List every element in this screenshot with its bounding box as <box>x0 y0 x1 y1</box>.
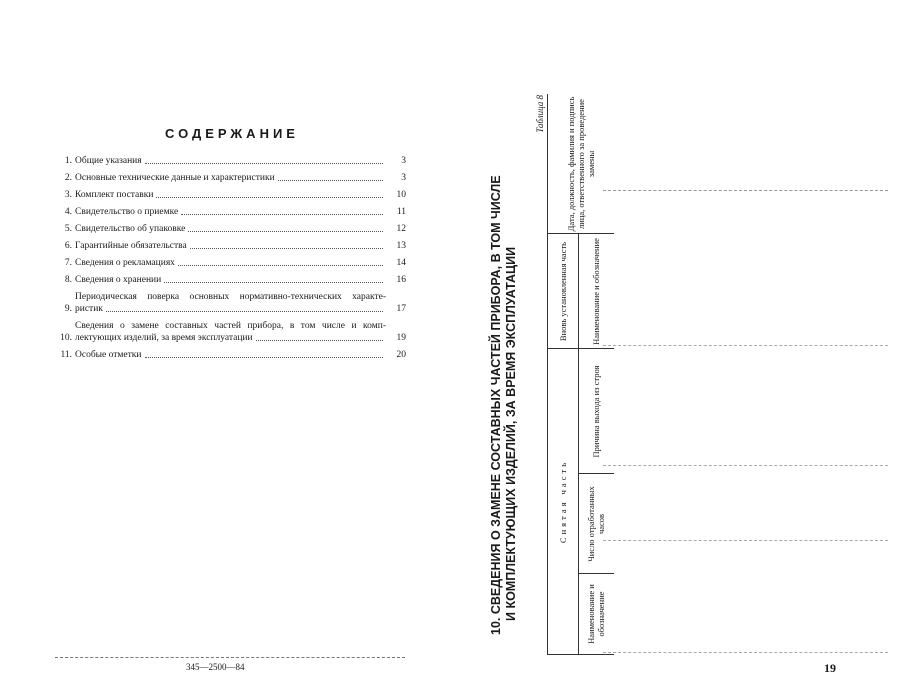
toc-item-label-continued: лектующих изделий, за время эксплуатации <box>75 333 253 343</box>
toc-item[interactable] <box>56 291 406 315</box>
table-rule <box>603 652 888 653</box>
page-number: 19 <box>824 661 836 675</box>
toc-item[interactable] <box>56 240 406 252</box>
toc-item[interactable] <box>56 223 406 235</box>
toc-item-label: Сведения о рекламациях <box>75 258 175 268</box>
replacement-section <box>485 95 615 655</box>
toc-item-number: 5. <box>64 224 72 234</box>
column-divider <box>548 233 614 234</box>
toc-item-label-continued: ристик <box>75 304 103 314</box>
toc-item-number: 9. <box>64 304 72 314</box>
toc-item-label: Свидетельство о приемке <box>75 207 179 217</box>
header-name-installed: Наименование и обозначение <box>591 238 601 345</box>
toc-item-number: 8. <box>64 275 72 285</box>
header-hours: Число отработанных часов <box>586 486 606 562</box>
toc-item-number: 11. <box>60 350 72 360</box>
toc-item-page: 19 <box>396 333 406 343</box>
toc-list <box>56 155 406 361</box>
toc-item-label: Сведения о замене составных частей прибора, в том числе и комп- <box>75 321 386 331</box>
toc-item-page: 20 <box>396 350 406 360</box>
header-signature: Дата, должность, фамилия и подпись лица, ответственного за проведение замены <box>566 96 596 232</box>
header-reason: Причина выхода из строя <box>591 365 601 458</box>
toc-item-number: 6. <box>64 241 72 251</box>
column-divider <box>578 473 614 474</box>
column-divider <box>578 573 614 574</box>
toc-item-label: Сведения о хранении <box>75 275 162 285</box>
toc-title: СОДЕРЖАНИЕ <box>165 126 299 141</box>
toc-item-label: Особые отметки <box>75 350 142 360</box>
toc-item-number: 10. <box>60 333 72 343</box>
toc-item-page: 3 <box>401 156 406 166</box>
footer-print-code: 345—2500—84 <box>186 662 245 672</box>
toc-item-label: Общие указания <box>75 156 142 166</box>
toc-item-page: 10 <box>396 190 406 200</box>
toc-item[interactable] <box>56 206 406 218</box>
table-rule <box>603 345 888 346</box>
section-title <box>489 115 519 635</box>
toc-item-page: 14 <box>396 258 406 268</box>
section-title-line: И КОМПЛЕКТУЮЩИХ ИЗДЕЛИЙ, ЗА ВРЕМЯ ЭКСПЛУАТАЦИИ <box>504 246 518 621</box>
toc-item-page: 12 <box>396 224 406 234</box>
header-removed-part: Снятая часть <box>558 459 568 544</box>
header-installed-part: Вновь установленная часть <box>558 241 568 342</box>
toc-item[interactable] <box>56 172 406 184</box>
toc-item-label: Свидетельство об упаковке <box>75 224 186 234</box>
table-rule <box>603 465 888 466</box>
toc-item[interactable] <box>56 320 406 344</box>
toc-item-page: 13 <box>396 241 406 251</box>
toc-item-page: 16 <box>396 275 406 285</box>
table-rule <box>603 540 888 541</box>
table-rule <box>603 190 888 191</box>
toc-item-number: 4. <box>64 207 72 217</box>
toc-item[interactable] <box>56 349 406 361</box>
table-caption: Таблица 8 <box>535 95 545 133</box>
column-divider <box>548 348 614 349</box>
toc-item-label: Основные технические данные и характеристики <box>75 173 275 183</box>
replacement-table <box>547 94 614 655</box>
toc-item-number: 7. <box>64 258 72 268</box>
toc-item-label: Комплект поставки <box>75 190 154 200</box>
toc-item-label: Гарантийные обязательства <box>75 241 187 251</box>
toc-item-label: Периодическая поверка основных нормативно-технических характе- <box>75 292 386 302</box>
toc-item-number: 3. <box>64 190 72 200</box>
toc-item[interactable] <box>56 257 406 269</box>
header-name-removed: Наименование и обозначение <box>586 584 606 644</box>
toc-item-page: 11 <box>396 207 406 217</box>
toc-item[interactable] <box>56 155 406 167</box>
toc-item-page: 17 <box>396 304 406 314</box>
toc-item[interactable] <box>56 189 406 201</box>
toc-item-number: 1. <box>64 156 72 166</box>
toc-item-number: 2. <box>64 173 72 183</box>
toc-item-page: 3 <box>401 173 406 183</box>
toc-item[interactable] <box>56 274 406 286</box>
table-divider <box>578 234 579 654</box>
footer-divider <box>55 657 405 658</box>
section-title-line: 10. СВЕДЕНИЯ О ЗАМЕНЕ СОСТАВНЫХ ЧАСТЕЙ ПРИБОРА, В ТОМ ЧИСЛЕ <box>489 175 503 635</box>
